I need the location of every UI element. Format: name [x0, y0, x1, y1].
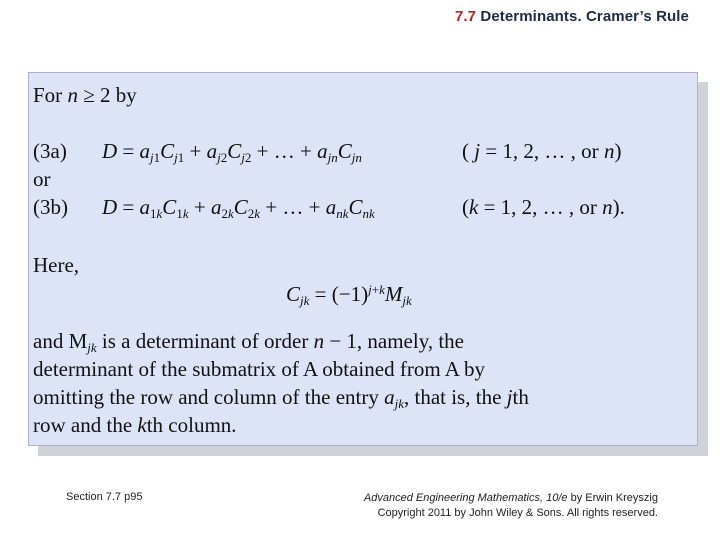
book-citation: [364, 491, 658, 506]
condition-3a: ( j = 1, 2, … , or n): [462, 139, 622, 163]
here-label: Here,: [33, 253, 80, 277]
paragraph-line-3: omitting the row and column of the entry $a_{jk}$, that is, the jth: [33, 385, 529, 411]
equation-3a: $D = a_{j1}C_{j1} + a_{j2}C_{j2}$ + … + $a_{jn}C_{jn}$: [102, 139, 362, 165]
label-or: or: [33, 167, 51, 191]
label-3b: (3b): [33, 195, 68, 219]
slide-title: [455, 8, 689, 25]
paragraph-line-2: determinant of the submatrix of A obtained from A by: [33, 357, 486, 381]
section-number: 7.7: [454, 8, 477, 25]
condition-3b: (k = 1, 2, … , or n).: [462, 195, 625, 219]
copyright-line: Copyright 2011 by John Wiley & Sons. All rights reserved.: [377, 507, 658, 519]
equation-3b: $D = a_{1k}C_{1k} + a_{2k}C_{2k}$ + … + $a_{nk}C_{nk}$: [102, 195, 375, 221]
section-title: Determinants. Cramer’s Rule: [480, 8, 689, 25]
label-3a: (3a): [33, 139, 67, 163]
content-box: [28, 72, 698, 446]
section-reference: Section 7.7 p95: [66, 491, 143, 503]
copyright-footer: [364, 491, 658, 521]
paragraph-line-1: and $M_{jk}$ is a determinant of order n − 1, namely, the: [33, 329, 465, 355]
book-author: by Erwin Kreyszig: [567, 492, 658, 504]
paragraph-line-4: row and the kth column.: [33, 413, 237, 437]
book-title: Advanced Engineering Mathematics, 10/e: [363, 492, 568, 504]
intro-line: For n ≥ 2 by: [33, 83, 137, 107]
cofactor-equation: $C_{jk} = (-1)^{j+k}M_{jk}$: [286, 282, 412, 308]
